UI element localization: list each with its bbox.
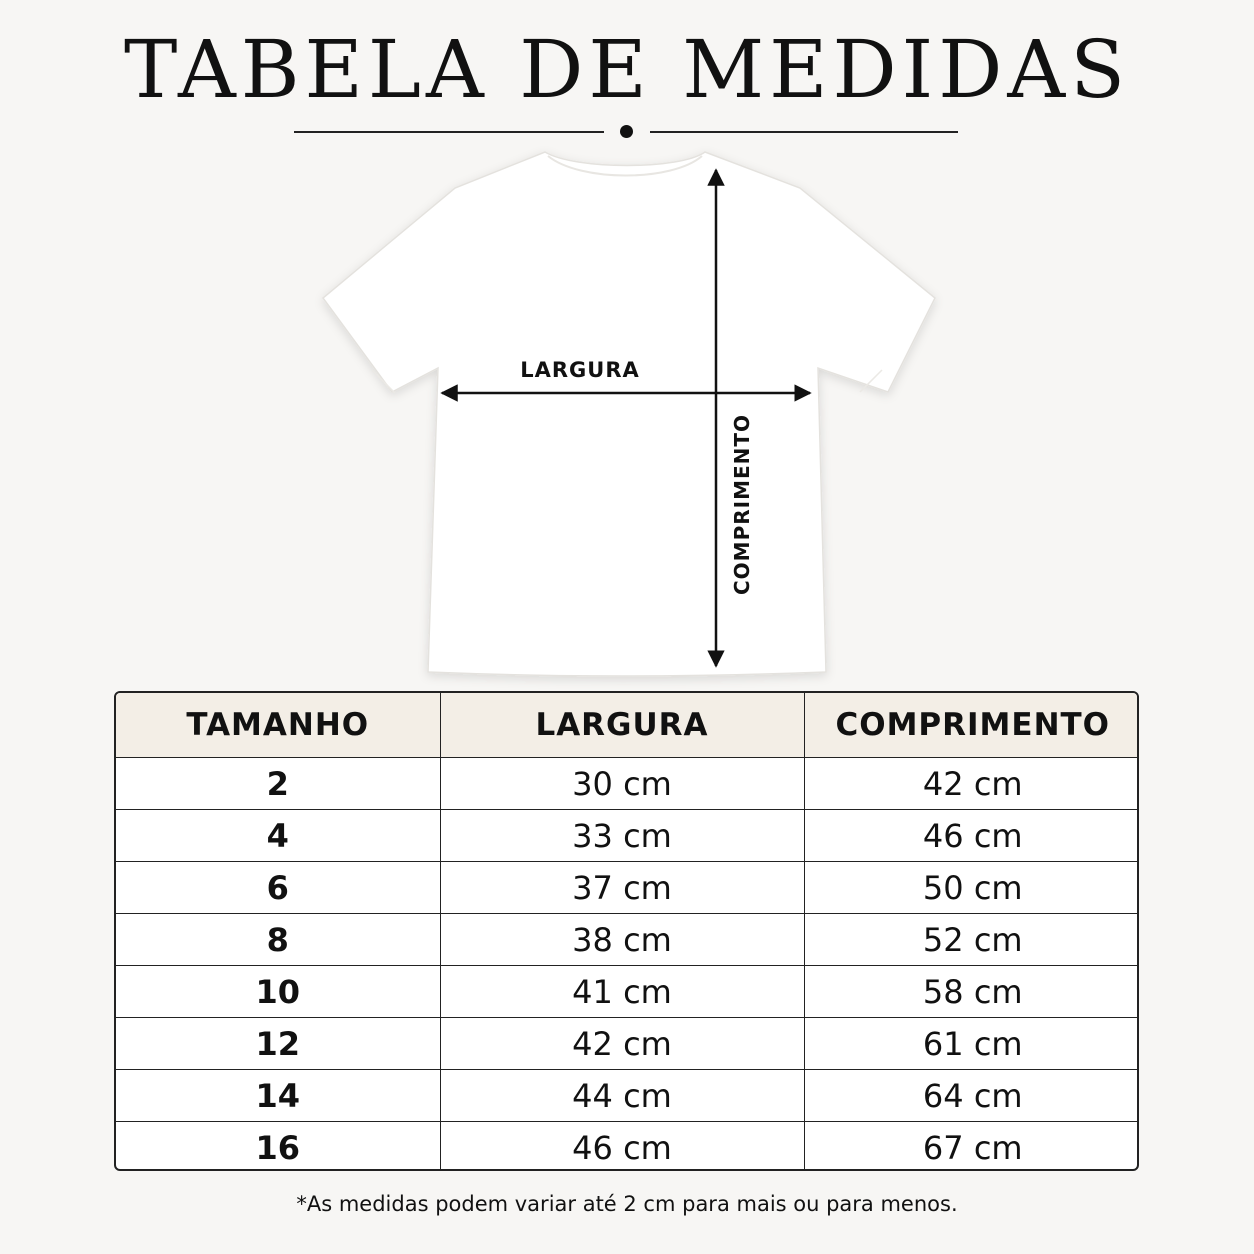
length-cell: 67 cm bbox=[804, 1122, 1139, 1172]
size-cell: 14 bbox=[116, 1070, 440, 1122]
table-row bbox=[116, 1070, 1139, 1122]
header-largura: LARGURA bbox=[440, 693, 804, 758]
size-cell: 4 bbox=[116, 810, 440, 862]
width-cell: 41 cm bbox=[440, 966, 804, 1018]
width-cell: 46 cm bbox=[440, 1122, 804, 1172]
width-cell: 42 cm bbox=[440, 1018, 804, 1070]
tshirt-icon bbox=[323, 152, 935, 676]
table-row bbox=[116, 758, 1139, 810]
width-label: LARGURA bbox=[520, 358, 640, 382]
size-cell: 10 bbox=[116, 966, 440, 1018]
size-table bbox=[114, 691, 1139, 1171]
length-cell: 52 cm bbox=[804, 914, 1139, 966]
width-cell: 38 cm bbox=[440, 914, 804, 966]
table-row bbox=[116, 1122, 1139, 1172]
width-cell: 33 cm bbox=[440, 810, 804, 862]
table-row bbox=[116, 914, 1139, 966]
size-cell: 2 bbox=[116, 758, 440, 810]
width-cell: 37 cm bbox=[440, 862, 804, 914]
length-label: COMPRIMENTO bbox=[730, 413, 754, 595]
width-cell: 44 cm bbox=[440, 1070, 804, 1122]
page-title: TABELA DE MEDIDAS bbox=[123, 23, 1130, 116]
footnote: *As medidas podem variar até 2 cm para mais ou para menos. bbox=[296, 1192, 958, 1216]
size-cell: 8 bbox=[116, 914, 440, 966]
header-tamanho: TAMANHO bbox=[116, 693, 440, 758]
size-cell: 12 bbox=[116, 1018, 440, 1070]
size-cell: 6 bbox=[116, 862, 440, 914]
length-cell: 61 cm bbox=[804, 1018, 1139, 1070]
table-row bbox=[116, 966, 1139, 1018]
length-cell: 50 cm bbox=[804, 862, 1139, 914]
length-cell: 42 cm bbox=[804, 758, 1139, 810]
length-cell: 46 cm bbox=[804, 810, 1139, 862]
width-cell: 30 cm bbox=[440, 758, 804, 810]
header-comprimento: COMPRIMENTO bbox=[804, 693, 1139, 758]
table-row bbox=[116, 1018, 1139, 1070]
table-row bbox=[116, 862, 1139, 914]
size-cell: 16 bbox=[116, 1122, 440, 1172]
table-header-row bbox=[116, 693, 1139, 758]
length-cell: 64 cm bbox=[804, 1070, 1139, 1122]
length-cell: 58 cm bbox=[804, 966, 1139, 1018]
table-row bbox=[116, 810, 1139, 862]
